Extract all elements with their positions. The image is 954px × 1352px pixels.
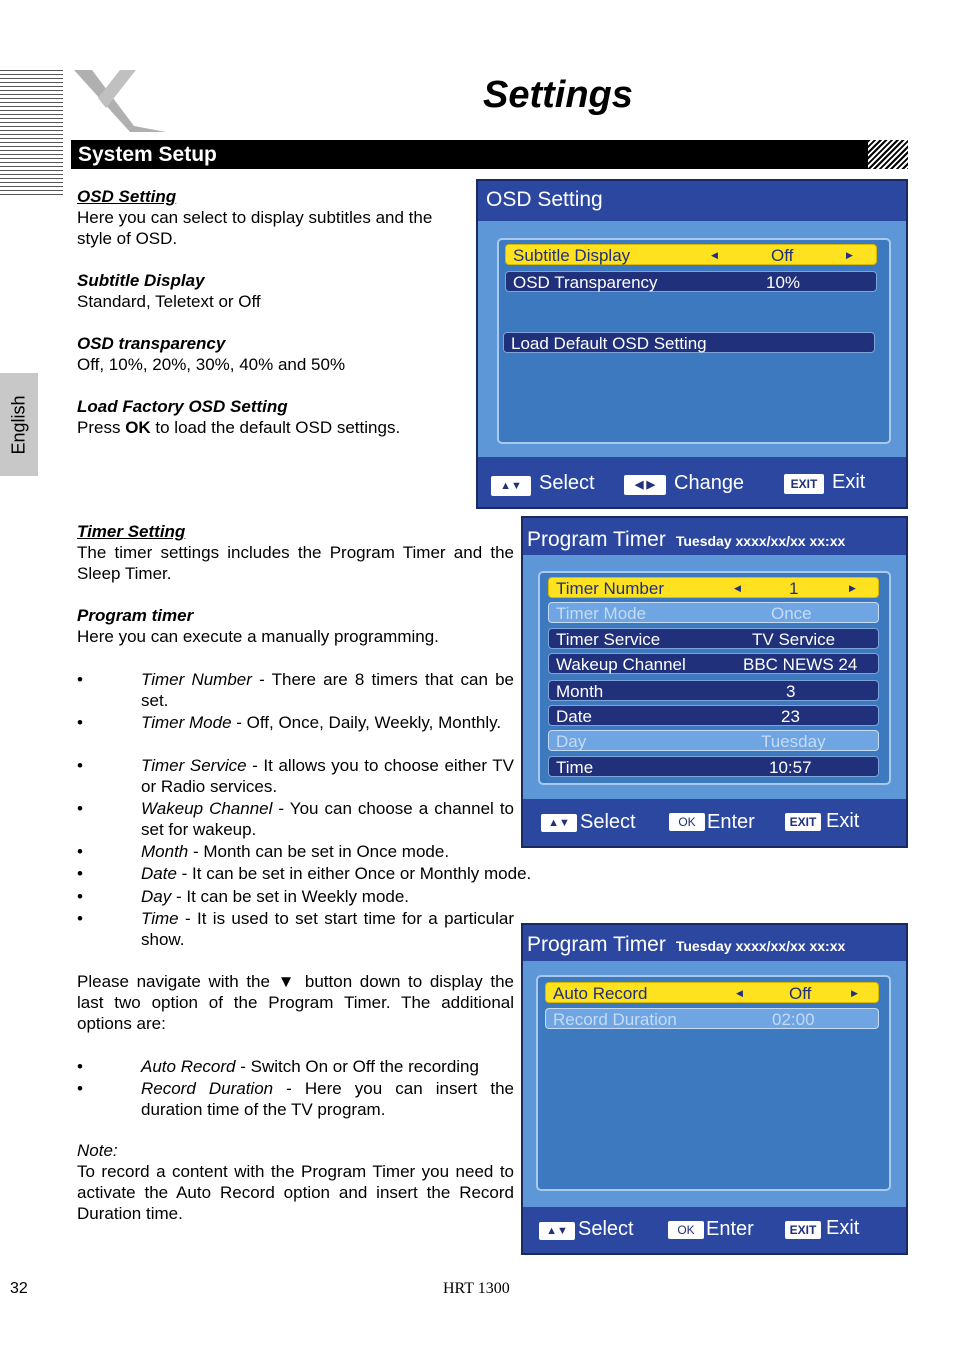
note-block [77, 1140, 514, 1224]
row-value: 3 [786, 682, 796, 701]
bullet-desc: - You can choose a channel to set for wakeup. [141, 799, 514, 839]
bullet-term: Wakeup Channel [141, 799, 273, 818]
right-arrow-icon[interactable]: ▶ [846, 250, 853, 260]
section-hatch [868, 140, 908, 169]
screen-datetime: Tuesday xxxx/xx/xx xx:xx [675, 533, 846, 549]
menu-row-wakeup-channel[interactable] [548, 653, 879, 674]
row-value: 23 [781, 707, 800, 726]
menu-row-osd-transparency[interactable] [505, 271, 877, 292]
language-label: English [8, 394, 29, 455]
menu-panel [538, 571, 891, 785]
row-value: BBC NEWS 24 [743, 655, 858, 674]
right-arrow-icon[interactable]: ▶ [849, 583, 856, 593]
note-heading: Note: [77, 1141, 118, 1160]
row-label: Timer Service [556, 630, 661, 649]
row-label: Timer Number [556, 579, 664, 598]
bullet-desc: - It can be set in either Once or Monthly mode. [176, 864, 532, 883]
program-timer-screen [521, 516, 908, 848]
bullet-term: Date [141, 864, 177, 883]
bullet-term: Timer Service [141, 756, 247, 775]
brand-logo [70, 68, 168, 136]
bullet-desc: - There are 8 timers that can be set. [141, 670, 514, 710]
footer-enter-label: Enter [707, 811, 755, 833]
bullet-term: Time [141, 909, 179, 928]
exit-key-icon: EXIT [784, 474, 824, 494]
row-value: 10:57 [769, 758, 812, 777]
timer-intro: The timer settings includes the Program Timer and the Sleep Timer. [77, 543, 514, 583]
bullet-item: • Auto Record - Switch On or Off the recording [77, 1057, 479, 1076]
up-down-key-icon: ▲▼ [541, 814, 577, 832]
bullet-item: • Month - Month can be set in Once mode. [77, 842, 450, 861]
screen-title: OSD Setting [486, 188, 603, 211]
left-right-key-icon: ◀ ▶ [624, 475, 666, 495]
bullet-desc: - Switch On or Off the recording [235, 1057, 479, 1076]
menu-row-timer-mode[interactable] [548, 602, 879, 623]
ok-key-icon: OK [668, 1221, 704, 1239]
bullet-term: Auto Record [141, 1057, 236, 1076]
footer-exit-label: Exit [826, 1217, 860, 1239]
navigate-text: Please navigate with the ▼ button down to display the last two option of the Program Timer. The additional options are: [77, 972, 514, 1033]
osd-setting-screen [476, 179, 908, 509]
load-heading: Load Factory OSD Setting [77, 397, 288, 416]
program-timer-heading: Program timer [77, 606, 194, 625]
bullet-item: • Wakeup Channel - You can choose a channel to set for wakeup. [77, 799, 514, 839]
row-label: Date [556, 707, 592, 726]
row-label: Subtitle Display [513, 246, 631, 265]
left-arrow-icon[interactable]: ◀ [711, 250, 718, 260]
footer-select-label: Select [539, 472, 595, 494]
bullet-item: • Time - It is used to set start time for a particular show. [77, 909, 514, 949]
row-value: Off [789, 984, 812, 1003]
bullet-desc: - It allows you to choose either TV or Radio services. [141, 756, 515, 796]
footer-select-label: Select [580, 811, 636, 833]
screen-header [523, 518, 906, 555]
row-label: Day [556, 732, 587, 751]
header-stripes [0, 70, 63, 196]
menu-row-load-default[interactable] [503, 332, 875, 353]
bullet-term: Day [141, 887, 172, 906]
bullet-item: • Record Duration - Here you can insert the duration time of the TV program. [77, 1079, 515, 1119]
row-label: Month [556, 682, 604, 701]
screen-footer [523, 799, 906, 846]
menu-row-record-duration[interactable] [545, 1008, 879, 1029]
footer-exit-label: Exit [832, 471, 866, 493]
bullet-item: • Date - It can be set in either Once or Monthly mode. [77, 864, 532, 883]
left-arrow-icon[interactable]: ◀ [736, 988, 743, 998]
bullet-item: • Timer Service - It allows you to choose either TV or Radio services. [77, 756, 515, 796]
menu-row-day[interactable] [548, 730, 879, 751]
screen-datetime: Tuesday xxxx/xx/xx xx:xx [675, 938, 846, 954]
subtitle-text: Standard, Teletext or Off [77, 292, 261, 311]
bullet-desc: - Month can be set in Once mode. [188, 842, 450, 861]
osd-heading: OSD Setting [77, 187, 177, 206]
menu-row-timer-service[interactable] [548, 628, 879, 649]
row-label: Timer Mode [556, 604, 647, 623]
screen-title: Program Timer [527, 528, 666, 551]
row-label: OSD Transparency [513, 273, 658, 292]
program-timer-text: Here you can execute a manually programming. [77, 627, 439, 646]
menu-row-subtitle-display[interactable] [505, 244, 877, 265]
footer-change-label: Change [674, 472, 745, 494]
row-label: Auto Record [553, 984, 648, 1003]
screen-header [478, 181, 906, 221]
footer-exit-label: Exit [826, 810, 860, 832]
bullet-term: Timer Number [141, 670, 252, 689]
exit-key-icon: EXIT [785, 1221, 821, 1239]
left-arrow-icon[interactable]: ◀ [734, 583, 741, 593]
page-title: Settings [483, 74, 633, 116]
row-value: Once [771, 604, 812, 623]
up-down-key-icon: ▲▼ [539, 1222, 575, 1240]
right-arrow-icon[interactable]: ▶ [851, 988, 858, 998]
row-value: TV Service [752, 630, 836, 649]
program-timer-screen-2 [521, 923, 908, 1255]
subtitle-heading: Subtitle Display [77, 271, 205, 290]
timer-intro-block [77, 521, 514, 647]
bullet-term: Record Duration [141, 1079, 274, 1098]
row-label: Time [556, 758, 594, 777]
up-down-key-icon: ▲▼ [491, 476, 531, 496]
bullet-desc: - Off, Once, Daily, Weekly, Monthly. [231, 713, 502, 732]
footer-select-label: Select [578, 1218, 634, 1240]
language-tab [0, 373, 38, 476]
menu-row-time[interactable] [548, 756, 879, 777]
row-value: 02:00 [772, 1010, 815, 1029]
section-bar [71, 140, 881, 169]
screen-header [523, 925, 906, 961]
row-value: Tuesday [761, 732, 826, 751]
load-text [77, 417, 467, 438]
bullet-term: Month [141, 842, 189, 861]
load-text-a: Press [77, 418, 126, 437]
ok-key-icon: OK [669, 813, 705, 831]
bullet-desc: - Here you can insert the duration time of the TV program. [141, 1079, 515, 1119]
note-text: To record a content with the Program Timer you need to activate the Auto Record option and insert the Record Duration time. [77, 1162, 514, 1223]
bullet-item: • Timer Number - There are 8 timers that can be set. [77, 670, 514, 710]
osd-intro: Here you can select to display subtitles and the style of OSD. [77, 208, 433, 248]
screen-footer [523, 1207, 906, 1253]
bullet-desc: - It can be set in Weekly mode. [171, 887, 410, 906]
screen-footer [478, 457, 906, 507]
menu-row-month[interactable] [548, 680, 879, 701]
timer-heading: Timer Setting [77, 522, 186, 541]
menu-row-auto-record[interactable] [545, 982, 879, 1003]
osd-section-text [77, 186, 467, 438]
page-number: 32 [10, 1280, 28, 1297]
exit-key-icon: EXIT [785, 813, 821, 831]
transparency-heading: OSD transparency [77, 334, 226, 353]
row-label: Wakeup Channel [556, 655, 686, 674]
menu-panel [536, 975, 891, 1191]
bullet-desc: - It is used to set start time for a particular show. [141, 909, 514, 949]
row-value: 10% [766, 273, 801, 292]
bullet-term: Timer Mode [141, 713, 232, 732]
load-text-ok: OK [125, 418, 151, 437]
row-label: Load Default OSD Setting [511, 334, 707, 353]
menu-row-date[interactable] [548, 705, 879, 726]
row-value: Off [771, 246, 794, 265]
row-value: 1 [789, 579, 799, 598]
load-text-b: to load the default OSD settings. [150, 418, 401, 437]
row-label: Record Duration [553, 1010, 677, 1029]
screen-title: Program Timer [527, 933, 666, 956]
bullet-item: • Day - It can be set in Weekly mode. [77, 887, 410, 906]
footer-enter-label: Enter [706, 1218, 754, 1240]
model-name: HRT 1300 [443, 1280, 510, 1297]
menu-panel [497, 238, 891, 444]
bullet-item: • Timer Mode - Off, Once, Daily, Weekly, Monthly. [77, 713, 502, 732]
menu-row-timer-number[interactable] [548, 577, 879, 598]
section-title: System Setup [78, 143, 217, 166]
transparency-text: Off, 10%, 20%, 30%, 40% and 50% [77, 355, 346, 374]
